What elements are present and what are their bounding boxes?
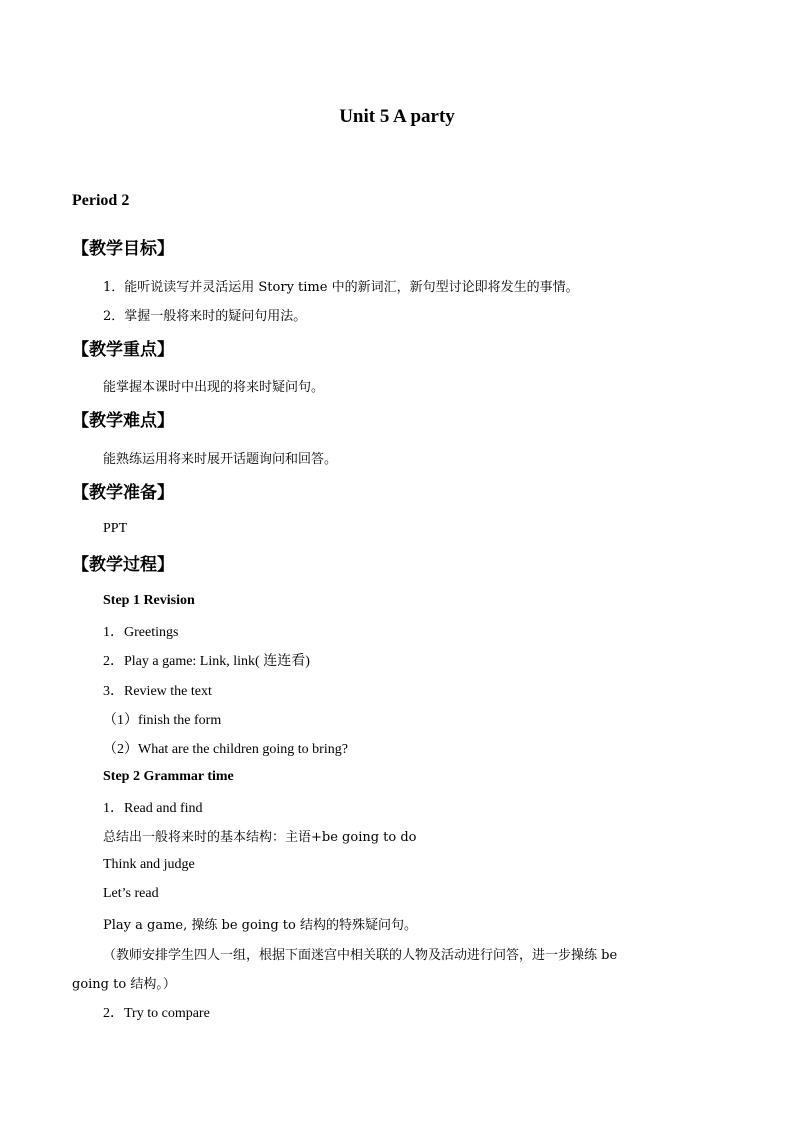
preparation-heading: 【教学准备】	[72, 483, 174, 503]
difficult-points-heading: 【教学难点】	[72, 411, 174, 431]
key-points-text: 能掌握本课时中出现的将来时疑问句。	[103, 380, 325, 395]
objective-1: 1．能听说读写并灵活运用 Story time 中的新词汇，新句型讨论即将发生的事情。	[103, 280, 579, 295]
objectives-heading: 【教学目标】	[72, 239, 174, 259]
step2-line-1: 总结出一般将来时的基本结构：主语+be going to do	[103, 830, 417, 845]
step1-sub-1: （1）finish the form	[103, 713, 222, 728]
step1-item-2: 2．Play a game: Link, link( 连连看)	[103, 654, 310, 669]
page-title: Unit 5 A party	[339, 106, 455, 127]
step2-item-2: 2．Try to compare	[103, 1006, 210, 1021]
period-label: Period 2	[72, 192, 130, 209]
step1-item-1: 1．Greetings	[103, 625, 179, 640]
key-points-heading: 【教学重点】	[72, 340, 174, 360]
step2-note-line-a: （教师安排学生四人一组，根据下面迷宫中相关联的人物及活动进行问答，进一步操练 be	[103, 948, 618, 963]
preparation-text: PPT	[103, 521, 128, 536]
step1-title: Step 1 Revision	[103, 593, 195, 608]
step2-line-4: Play a game, 操练 be going to 结构的特殊疑问句。	[103, 918, 417, 933]
difficult-points-text: 能熟练运用将来时展开话题询问和回答。	[103, 452, 338, 467]
process-heading: 【教学过程】	[72, 555, 174, 575]
step2-title: Step 2 Grammar time	[103, 769, 234, 784]
step2-line-2: Think and judge	[103, 857, 195, 872]
step1-sub-2: （2）What are the children going to bring?	[103, 742, 348, 757]
step2-item-1: 1．Read and find	[103, 801, 203, 816]
step1-item-3: 3．Review the text	[103, 684, 212, 699]
step2-note-line-b: going to 结构。）	[72, 977, 176, 992]
step2-line-3: Let’s read	[103, 886, 159, 901]
objective-2: 2．掌握一般将来时的疑问句用法。	[103, 309, 307, 324]
